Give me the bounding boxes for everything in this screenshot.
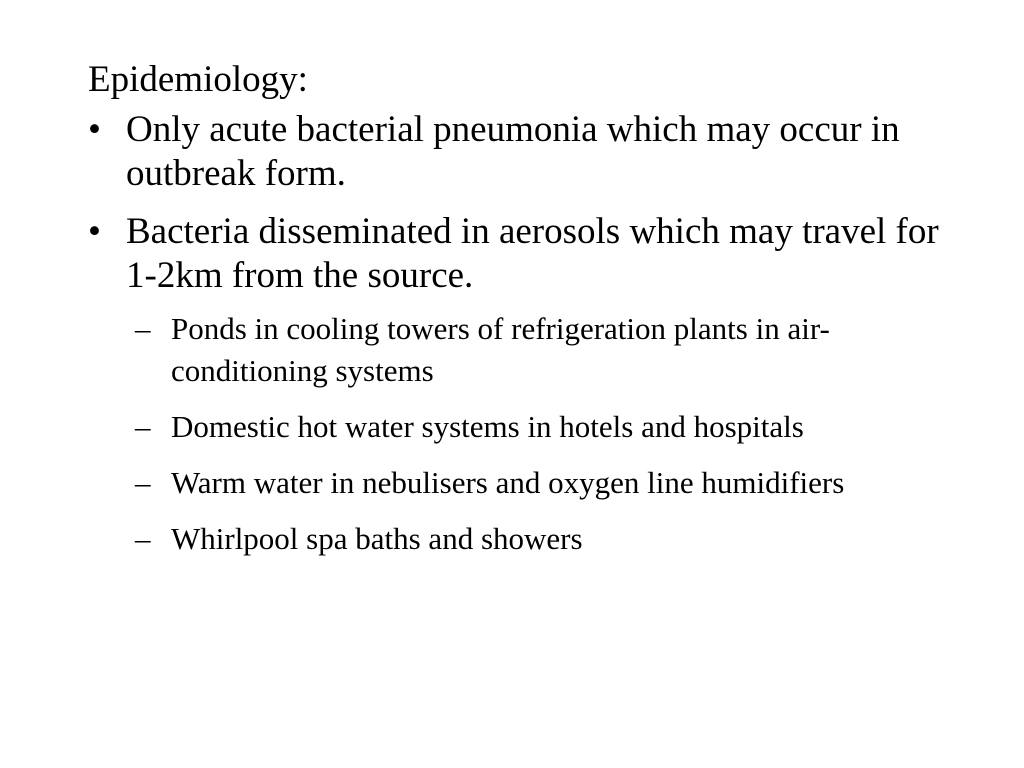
sub-bullet-text: Whirlpool spa baths and showers	[171, 521, 583, 556]
dash-marker: –	[135, 311, 151, 346]
bullet-marker: •	[88, 211, 101, 252]
bullet-item	[88, 210, 948, 298]
sub-bullet-item	[88, 462, 948, 504]
sub-bullet-text: Domestic hot water systems in hotels and hospitals	[171, 409, 804, 444]
bullet-item	[88, 108, 948, 196]
sub-bullet-item	[88, 518, 948, 560]
dash-marker: –	[135, 409, 151, 444]
sub-bullet-item	[88, 406, 948, 448]
sub-bullet-list	[88, 308, 948, 560]
bullet-text: Only acute bacterial pneumonia which may occur in outbreak form.	[126, 109, 900, 194]
sub-bullet-item	[88, 308, 948, 392]
dash-marker: –	[135, 521, 151, 556]
sub-bullet-text: Warm water in nebulisers and oxygen line humidifiers	[171, 465, 845, 500]
slide-heading: Epidemiology:	[88, 59, 308, 100]
dash-marker: –	[135, 465, 151, 500]
bullet-marker: •	[88, 109, 101, 150]
slide-content	[88, 58, 948, 574]
bullet-text: Bacteria disseminated in aerosols which may travel for 1-2km from the source.	[126, 211, 939, 296]
sub-bullet-text: Ponds in cooling towers of refrigeration plants in air-conditioning systems	[171, 311, 830, 388]
